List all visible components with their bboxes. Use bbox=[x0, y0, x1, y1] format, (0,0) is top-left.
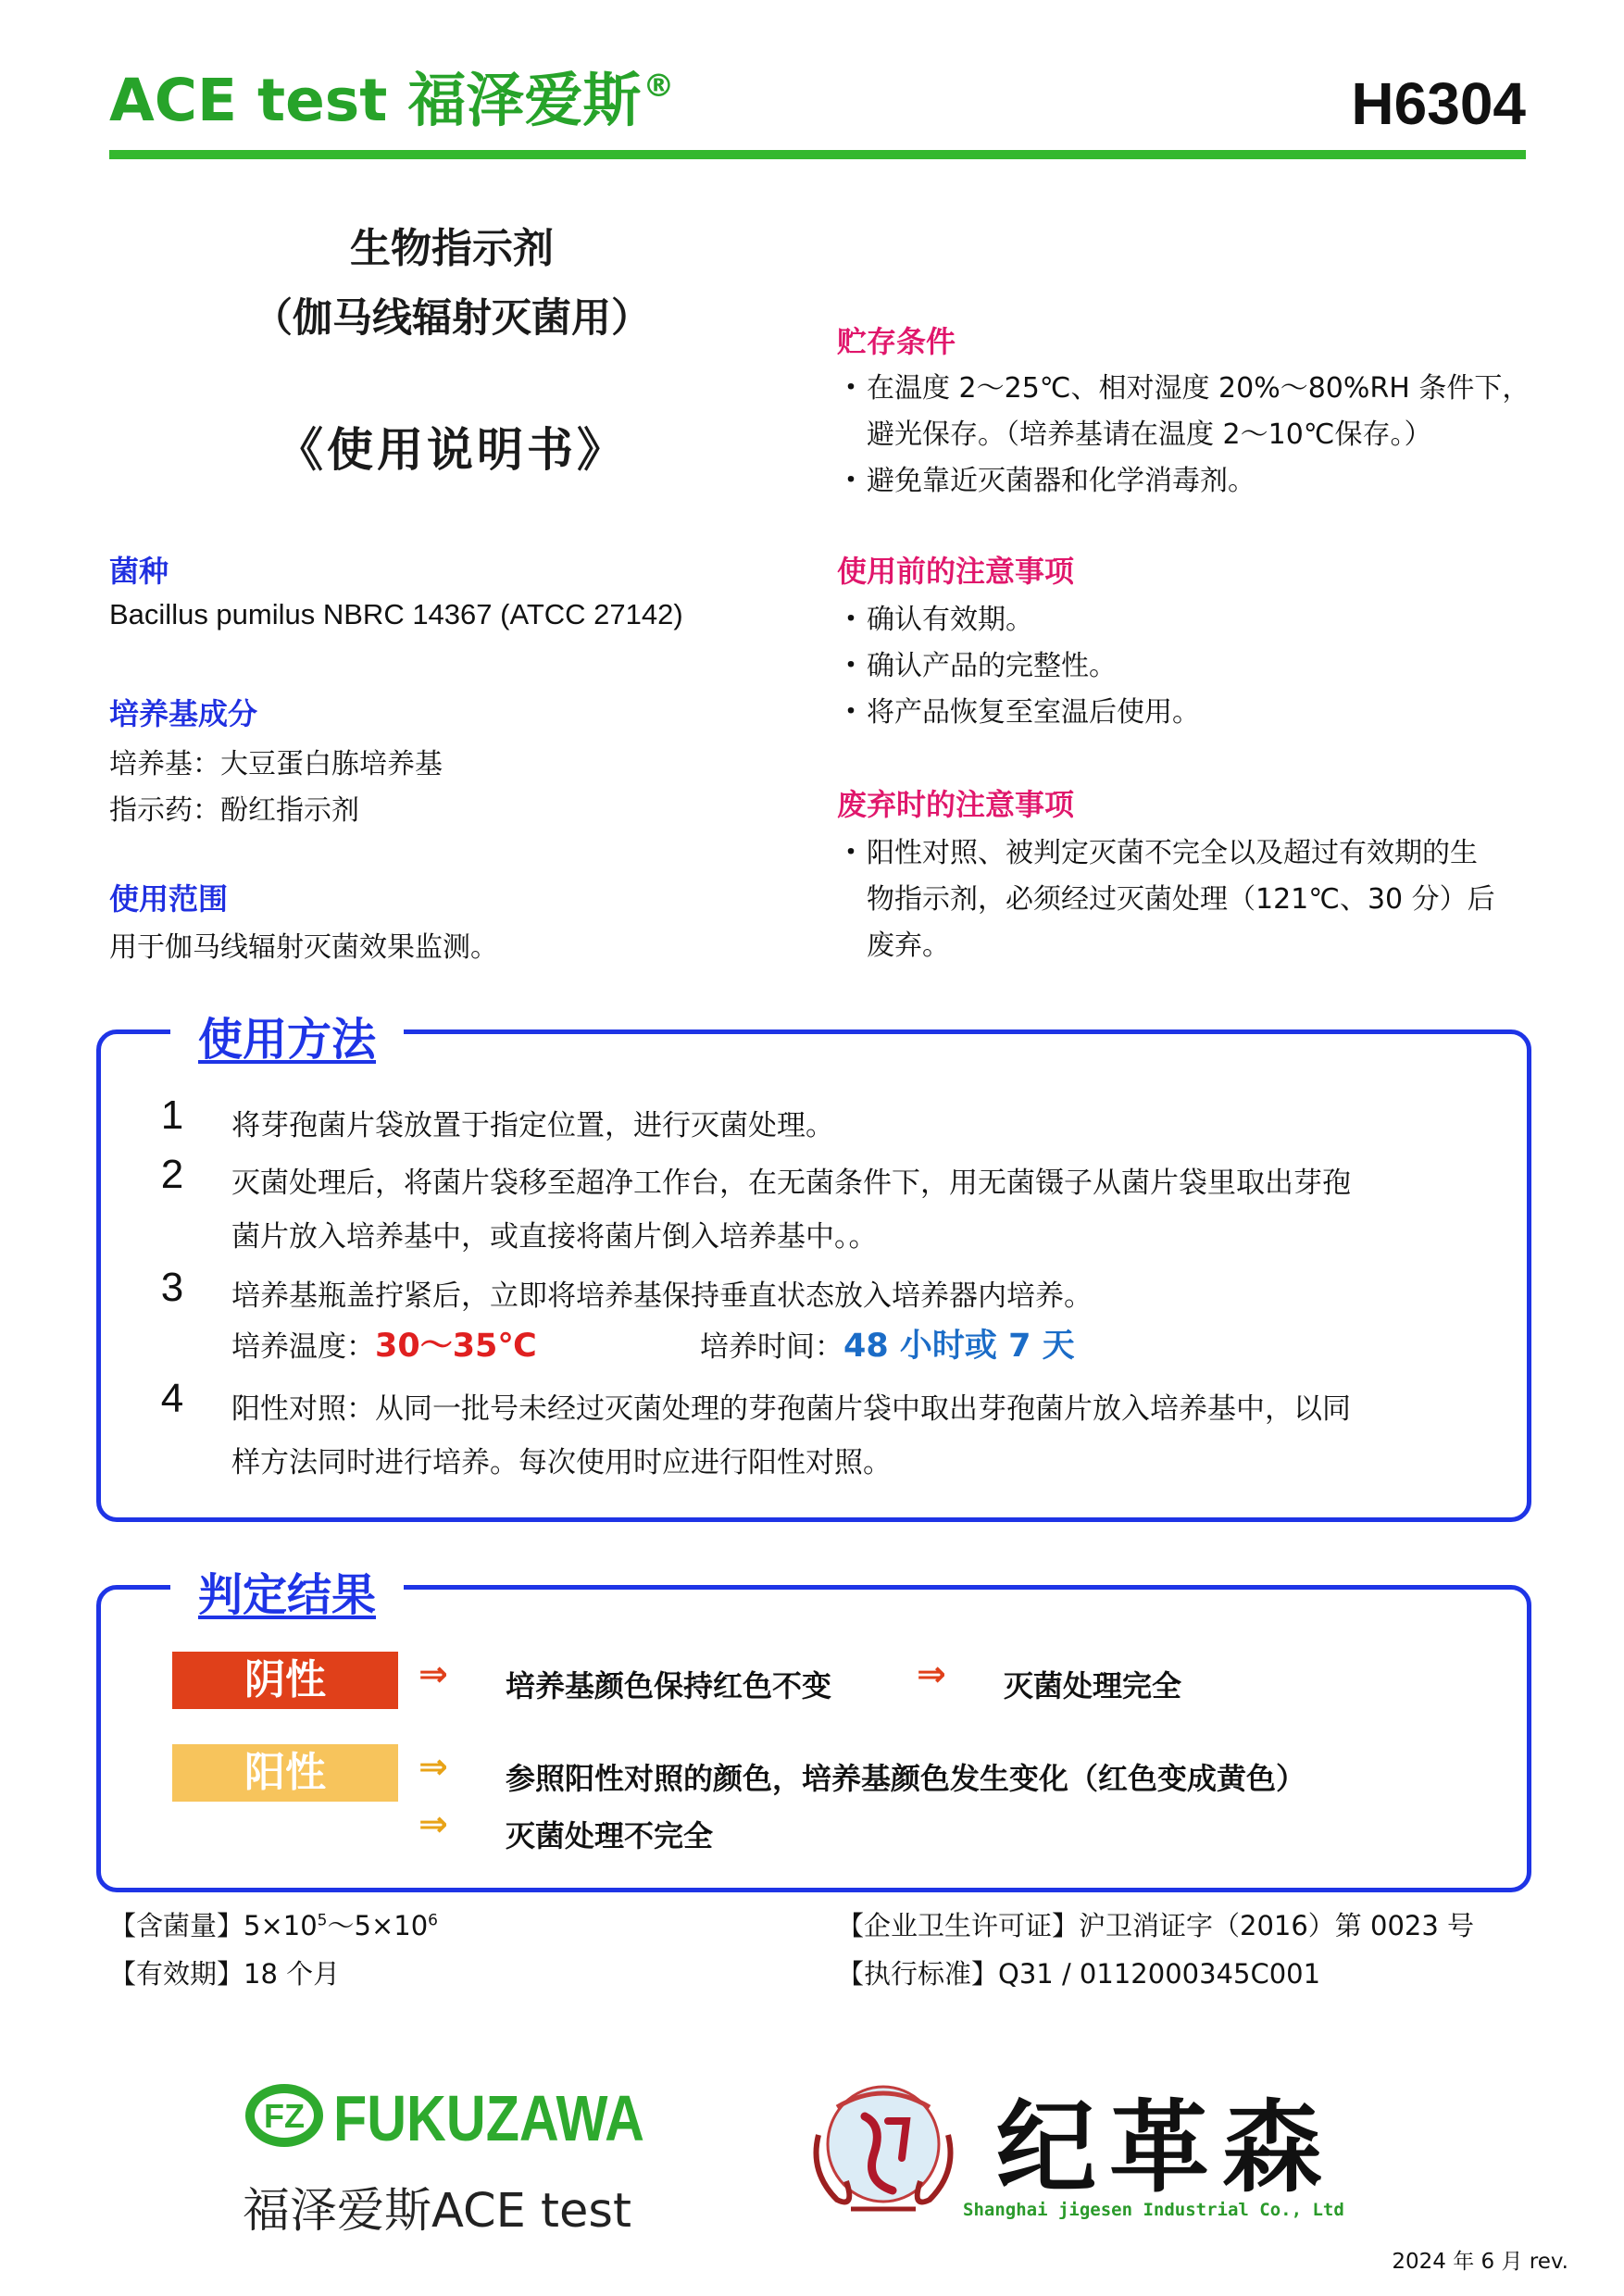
scope-heading: 使用范围 bbox=[109, 881, 229, 917]
strain-heading: 菌种 bbox=[109, 554, 169, 589]
count-label: 【含菌量】 bbox=[109, 1910, 244, 1941]
count-high: ～5×10 bbox=[327, 1910, 429, 1941]
scope-text: 用于伽马线辐射灭菌效果监测。 bbox=[109, 931, 498, 964]
hygiene-license: 【企业卫生许可证】沪卫消证字（2016）第 0023 号 bbox=[837, 1910, 1475, 1941]
jigesen-english-name: Shanghai jigesen Industrial Co., Ltd bbox=[963, 2200, 1344, 2220]
medium-line: 培养基：大豆蛋白胨培养基 bbox=[109, 748, 443, 780]
bullet-icon: ・ bbox=[837, 465, 865, 497]
brand-title bbox=[109, 67, 675, 134]
doc-title: 生物指示剂 bbox=[350, 225, 554, 272]
negative-label: 阴性 bbox=[172, 1652, 398, 1709]
bullet-icon: ・ bbox=[837, 372, 865, 405]
storage-item bbox=[837, 457, 1255, 498]
execution-standard: 【执行标准】Q31 / 0112000345C001 bbox=[837, 1958, 1321, 1990]
count-high-exponent: 6 bbox=[428, 1911, 438, 1930]
step-number: 3 bbox=[160, 1265, 184, 1310]
fz-mark: FZ bbox=[264, 2097, 305, 2135]
before-use-item bbox=[837, 643, 1117, 683]
step-text: 培养基瓶盖拧紧后，立即将培养基保持垂直状态放入培养器内培养。 bbox=[231, 1279, 1093, 1313]
time-value: 48 小时或 7 天 bbox=[843, 1328, 1075, 1365]
negative-text: 培养基颜色保持红色不变 bbox=[506, 1668, 832, 1703]
bullet-icon: ・ bbox=[837, 837, 865, 869]
before-use-item-text: 将产品恢复至室温后使用。 bbox=[867, 696, 1200, 729]
jigesen-emblem bbox=[800, 2070, 967, 2231]
result-box bbox=[96, 1585, 1531, 1892]
bullet-icon: ・ bbox=[837, 604, 865, 636]
before-use-item-text: 确认有效期。 bbox=[867, 604, 1033, 636]
bacteria-count bbox=[109, 1905, 438, 1943]
arrow-right-icon: ⇒ bbox=[418, 1803, 448, 1844]
arrow-right-icon: ⇒ bbox=[418, 1746, 448, 1787]
disposal-heading: 废弃时的注意事项 bbox=[837, 787, 1075, 822]
bullet-icon: ・ bbox=[837, 650, 865, 682]
strain-text: Bacillus pumilus NBRC 14367 (ATCC 27142) bbox=[109, 598, 683, 630]
before-use-item bbox=[837, 596, 1033, 637]
arrow-right-icon: ⇒ bbox=[917, 1653, 946, 1694]
storage-item-line: 避免靠近灭菌器和化学消毒剂。 bbox=[867, 465, 1255, 497]
jigesen-name: 纪革森 bbox=[996, 2090, 1336, 2206]
count-low: 5×10 bbox=[244, 1910, 318, 1941]
step-number: 1 bbox=[160, 1092, 184, 1138]
result-title: 判定结果 bbox=[170, 1559, 404, 1623]
step-number: 2 bbox=[160, 1152, 184, 1197]
step-text: 阳性对照：从同一批号未经过灭菌处理的芽孢菌片袋中取出芽孢菌片放入培养基中，以同 bbox=[231, 1392, 1351, 1426]
negative-outcome: 灭菌处理完全 bbox=[1004, 1668, 1182, 1703]
brand-text: ACE test 福泽爱斯 bbox=[109, 67, 642, 134]
before-use-item-text: 确认产品的完整性。 bbox=[867, 650, 1117, 682]
registered-mark: ® bbox=[643, 68, 675, 105]
medium-heading: 培养基成分 bbox=[109, 696, 258, 731]
bullet-icon: ・ bbox=[837, 696, 865, 729]
positive-text: 参照阳性对照的颜色，培养基颜色发生变化（红色变成黄色） bbox=[506, 1761, 1306, 1796]
storage-heading: 贮存条件 bbox=[837, 324, 956, 359]
product-code: H6304 bbox=[1351, 70, 1526, 137]
disposal-line: 物指示剂，必须经过灭菌处理（121℃、30 分）后 bbox=[867, 883, 1495, 916]
incubation-time bbox=[700, 1320, 1075, 1366]
time-label: 培养时间： bbox=[700, 1330, 843, 1364]
validity-period: 【有效期】18 个月 bbox=[109, 1958, 341, 1990]
before-use-heading: 使用前的注意事项 bbox=[837, 554, 1075, 589]
step-text: 样方法同时进行培养。每次使用时应进行阳性对照。 bbox=[231, 1446, 892, 1479]
fukuzawa-subtitle: 福泽爱斯ACE test bbox=[243, 2184, 631, 2239]
doc-subtitle: （伽马线辐射灭菌用） bbox=[253, 295, 651, 342]
revision-date: 2024 年 6 月 rev. bbox=[1392, 2250, 1568, 2274]
step-text: 灭菌处理后，将菌片袋移至超净工作台，在无菌条件下，用无菌镊子从菌片袋里取出芽孢 bbox=[231, 1167, 1351, 1200]
storage-item-line: 避光保存。（培养基请在温度 2～10℃保存。） bbox=[867, 418, 1432, 451]
method-title: 使用方法 bbox=[170, 1004, 404, 1067]
temperature-value: 30～35℃ bbox=[375, 1328, 537, 1365]
step-number: 4 bbox=[160, 1376, 184, 1421]
indicator-line: 指示药：酚红指示剂 bbox=[109, 794, 359, 827]
disposal-item bbox=[837, 830, 1478, 870]
disposal-line: 阳性对照、被判定灭菌不完全以及超过有效期的生 bbox=[867, 837, 1478, 869]
storage-item-line: 在温度 2～25℃、相对湿度 20%～80%RH 条件下， bbox=[867, 372, 1530, 405]
positive-outcome: 灭菌处理不完全 bbox=[506, 1818, 714, 1853]
before-use-item bbox=[837, 689, 1200, 730]
temperature-label: 培养温度： bbox=[231, 1330, 375, 1364]
header-divider bbox=[109, 150, 1526, 159]
fukuzawa-logo bbox=[243, 2074, 650, 2161]
step-text: 将芽孢菌片袋放置于指定位置，进行灭菌处理。 bbox=[231, 1109, 834, 1142]
manual-title: 《使用说明书》 bbox=[277, 423, 627, 477]
incubation-temperature bbox=[231, 1320, 537, 1366]
fz-name: FUKUZAWA bbox=[333, 2082, 644, 2154]
arrow-right-icon: ⇒ bbox=[418, 1653, 448, 1694]
positive-label: 阳性 bbox=[172, 1744, 398, 1802]
disposal-line: 废弃。 bbox=[867, 930, 950, 962]
count-low-exponent: 5 bbox=[317, 1911, 328, 1930]
storage-item bbox=[837, 365, 1530, 406]
step-text: 菌片放入培养基中，或直接将菌片倒入培养基中。。 bbox=[231, 1220, 878, 1254]
